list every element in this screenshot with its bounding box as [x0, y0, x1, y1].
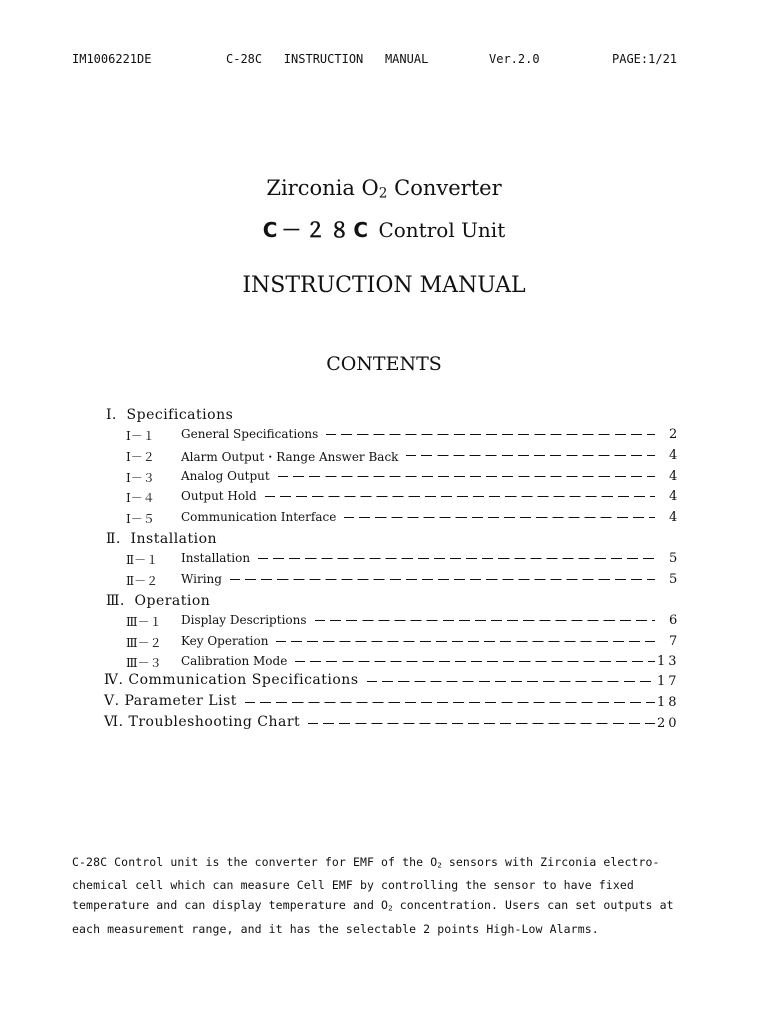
toc-page-number: 5 — [669, 551, 681, 566]
toc-entry-number: Ⅱ－２ — [126, 574, 159, 588]
version-label: Ver.2.0 — [489, 52, 540, 66]
product-title-part2: Converter — [387, 176, 502, 200]
toc-section-entry[interactable] — [0, 714, 768, 734]
toc-entry[interactable] — [0, 487, 768, 507]
toc-entry-title: Display Descriptions — [181, 613, 307, 627]
toc-page-number: 20 — [657, 716, 680, 731]
toc-entry-title: Communication Interface — [181, 510, 337, 524]
toc-leader-line — [258, 558, 655, 559]
toc-entry-number: Ⅲ－１ — [126, 615, 162, 629]
toc-page-number: 17 — [657, 674, 680, 689]
toc-section-label: Ⅰ．Specifications — [106, 407, 234, 423]
toc-entry-number: Ⅰ－４ — [126, 491, 155, 505]
toc-entry-title: Key Operation — [181, 634, 269, 648]
toc-entry[interactable] — [0, 570, 768, 590]
toc-section-entry[interactable] — [0, 693, 768, 713]
toc-page-number: 2 — [669, 427, 681, 442]
description-text-2: sensors with Zirconia electro-chemical cell which can measure Cell EMF by controlling the sensor to have fixed temperature and can display temperature and O — [72, 855, 660, 913]
toc-section-heading[interactable] — [0, 528, 768, 548]
toc-entry-number: Ⅰ－１ — [126, 429, 155, 443]
manual-heading: INSTRUCTION MANUAL — [242, 273, 526, 298]
toc-section-label: Ⅴ. Parameter List — [104, 693, 237, 709]
toc-page-number: 4 — [669, 448, 681, 463]
toc-entry-title: General Specifications — [181, 427, 319, 441]
toc-entry[interactable] — [0, 446, 768, 466]
toc-leader-line — [344, 517, 655, 518]
toc-leader-line — [245, 702, 655, 703]
toc-entry-number: Ⅰ－２ — [126, 450, 155, 464]
toc-entry[interactable] — [0, 549, 768, 569]
toc-leader-line — [326, 434, 655, 435]
toc-section-heading[interactable] — [0, 404, 768, 424]
description-subscript-2: 2 — [388, 903, 393, 913]
toc-section-label: Ⅵ. Troubleshooting Chart — [104, 714, 301, 730]
toc-leader-line — [278, 476, 655, 477]
toc-leader-line — [295, 661, 655, 662]
toc-entry[interactable] — [0, 425, 768, 445]
description-text-3: concentration. Users can set outputs at each measurement range, and it has the selectable 2 points High-Low Alarms. — [72, 898, 674, 936]
toc-entry-title: Wiring — [181, 572, 222, 586]
toc-section-entry[interactable] — [0, 672, 768, 692]
toc-entry-title: Alarm Output・Range Answer Back — [181, 450, 399, 464]
toc-page-number: 18 — [657, 695, 680, 710]
description-text-1: C-28C Control unit is the converter for EMF of the O — [72, 855, 438, 869]
toc-leader-line — [367, 681, 655, 682]
toc-entry-title: Installation — [181, 551, 251, 565]
toc-entry[interactable] — [0, 467, 768, 487]
description-subscript-1: 2 — [437, 860, 442, 870]
toc-page-number: 6 — [669, 613, 681, 628]
toc-entry-number: Ⅲ－２ — [126, 636, 162, 650]
toc-page-number: 4 — [669, 489, 681, 504]
toc-page-number: 13 — [657, 654, 680, 669]
toc-entry-title: Output Hold — [181, 489, 257, 503]
toc-leader-line — [265, 496, 655, 497]
toc-entry-number: Ⅰ－５ — [126, 512, 155, 526]
toc-page-number: 4 — [669, 469, 681, 484]
description-paragraph — [72, 852, 700, 939]
toc-entry-title: Analog Output — [181, 469, 270, 483]
toc-entry[interactable] — [0, 611, 768, 631]
toc-page-number: 5 — [669, 572, 681, 587]
toc-section-label: Ⅱ．Installation — [106, 531, 218, 547]
model-code: C－２８C — [262, 218, 373, 242]
toc-entry[interactable] — [0, 652, 768, 672]
toc-entry-number: Ⅱ－１ — [126, 553, 159, 567]
product-title-subscript: 2 — [378, 185, 388, 202]
toc-page-number: 7 — [669, 634, 681, 649]
product-title-part1: Zirconia O — [266, 176, 379, 200]
toc-page-number: 4 — [669, 510, 681, 525]
page-indicator: PAGE:1/21 — [612, 52, 678, 66]
toc-leader-line — [315, 620, 655, 621]
toc-section-label: Ⅳ. Communication Specifications — [104, 672, 359, 688]
model-description: Control Unit — [372, 218, 506, 242]
toc-entry[interactable] — [0, 508, 768, 528]
contents-heading: CONTENTS — [326, 353, 442, 375]
toc-leader-line — [276, 641, 655, 642]
product-title — [0, 176, 768, 202]
toc-section-heading[interactable] — [0, 590, 768, 610]
toc-leader-line — [308, 723, 655, 724]
toc-entry-number: Ⅲ－３ — [126, 656, 162, 670]
toc-entry-number: Ⅰ－３ — [126, 471, 155, 485]
manual-title-header: C-28C INSTRUCTION MANUAL — [226, 52, 429, 66]
toc-leader-line — [406, 455, 655, 456]
product-subtitle — [0, 214, 768, 243]
toc-section-label: Ⅲ．Operation — [106, 593, 211, 609]
toc-entry[interactable] — [0, 632, 768, 652]
toc-leader-line — [230, 579, 655, 580]
document-id: IM1006221DE — [72, 52, 152, 66]
toc-entry-title: Calibration Mode — [181, 654, 288, 668]
